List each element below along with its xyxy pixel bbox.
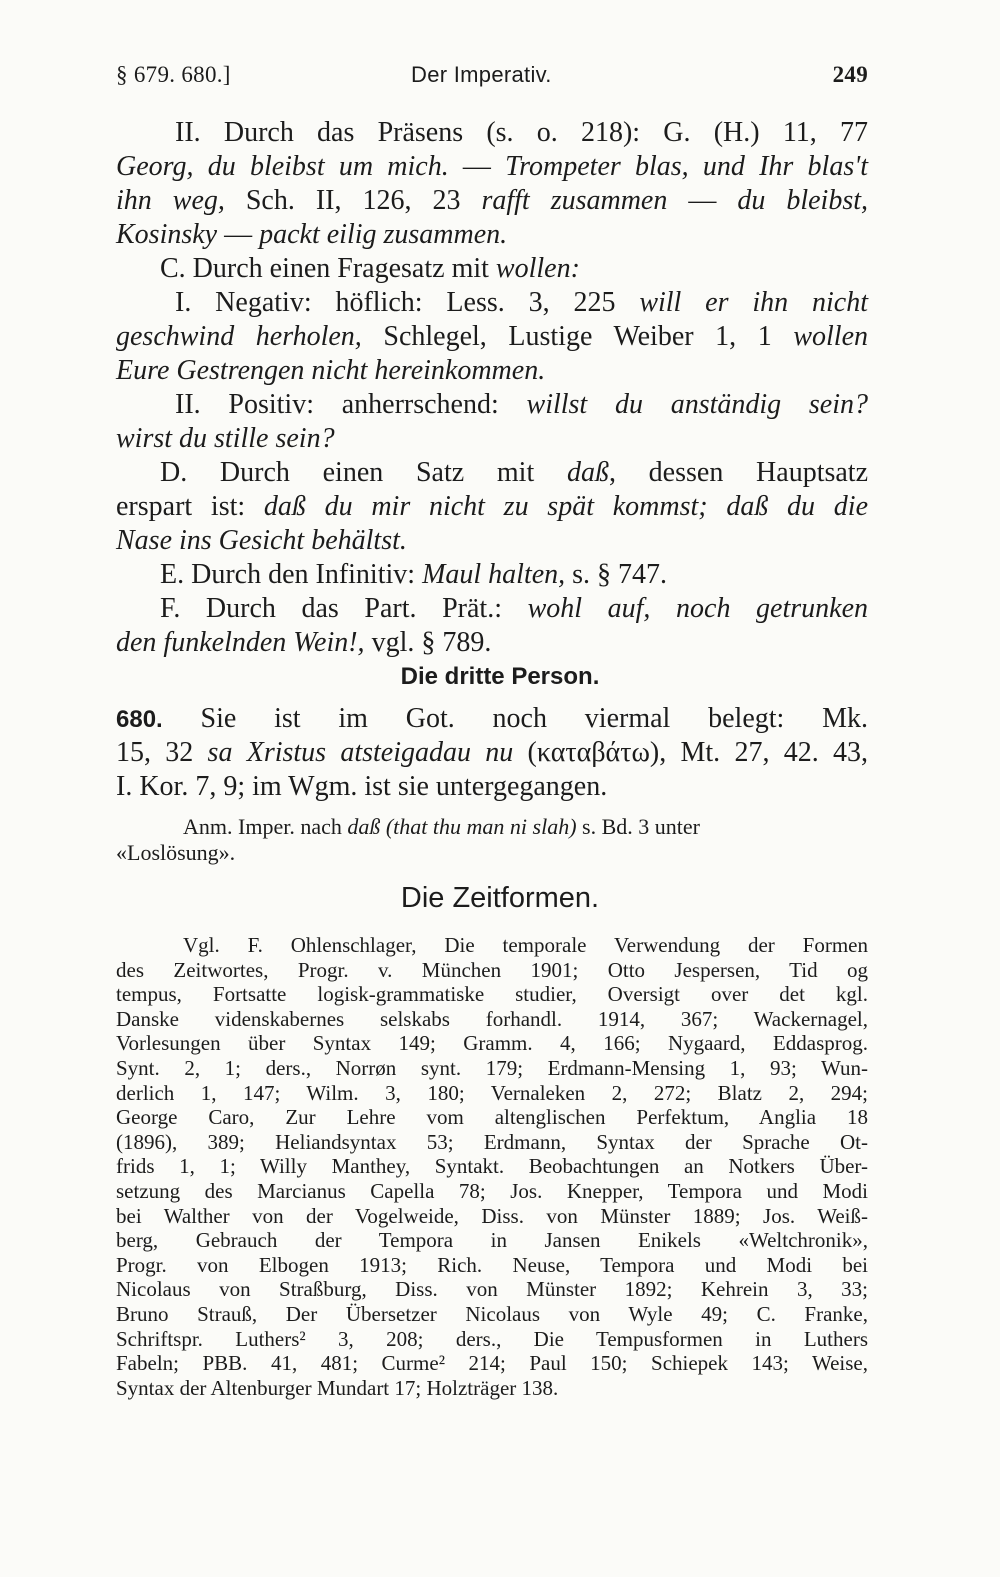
bibliography-line: setzung des Marcianus Capella 78; Jos. Knepper, Tempora und Modi	[116, 1179, 868, 1203]
bibliography-line: bei Walther von der Vogelweide, Diss. von Münster 1889; Jos. Weiß-	[116, 1203, 868, 1228]
body-line: C. Durch einen Fragesatz mit wollen:	[160, 253, 580, 284]
body-line: Kosinsky — packt eilig zusammen.	[116, 219, 508, 250]
body-line: D. Durch einen Satz mit daß, dessen Hauptsatz	[160, 457, 869, 488]
bibliography-line: Nicolaus von Straßburg, Diss. von Münster 1892; Kehrein 3, 33;	[116, 1277, 868, 1302]
body-line: geschwind herholen, Schlegel, Lustige Weiber 1, 1 wollen	[116, 321, 868, 352]
body-line: wirst du stille sein?	[116, 423, 335, 454]
bibliography-line: derlich 1, 147; Wilm. 3, 180; Vernaleken 2, 272; Blatz 2, 294;	[116, 1080, 868, 1105]
page-number: 249	[832, 62, 868, 87]
note-line: «Loslösung».	[116, 840, 236, 865]
body-line: erspart ist: daß du mir nicht zu spät kommst; daß du die	[116, 491, 868, 522]
body-line: ihn weg, Sch. II, 126, 23 rafft zusammen — du bleibst,	[116, 185, 868, 216]
bibliography-line: des Zeitwortes, Progr. v. München 1901; Otto Jespersen, Tid og	[116, 957, 868, 982]
body-line: den funkelnden Wein!, vgl. § 789.	[116, 627, 492, 658]
bibliography-line: Vgl. F. Ohlenschlager, Die temporale Verwendung der Formen	[183, 933, 868, 957]
section-heading: Die dritte Person.	[400, 663, 600, 690]
bibliography-line: Fabeln; PBB. 41, 481; Curme² 214; Paul 150; Schiepek 143; Weise,	[116, 1351, 868, 1376]
bibliography-line: Bruno Strauß, Der Übersetzer Nicolaus von Wyle 49; C. Franke,	[116, 1302, 868, 1326]
section-number: 680.	[116, 706, 163, 733]
bibliography-line: Schriftspr. Luthers² 3, 208; ders., Die Tempusformen in Luthers	[116, 1326, 868, 1351]
running-header	[116, 62, 868, 96]
body-line: Georg, du bleibst um mich. — Trompeter blas, und Ihr blas't	[116, 151, 868, 182]
body-line: Eure Gestrengen nicht hereinkommen.	[116, 355, 546, 386]
bibliography-line: tempus, Fortsatte logisk-grammatiske studier, Oversigt over det kgl.	[116, 982, 868, 1007]
section-reference: § 679. 680.]	[116, 62, 231, 87]
chapter-heading: Die Zeitformen.	[400, 882, 600, 914]
bibliography-line: George Caro, Zur Lehre vom altenglischen Perfektum, Anglia 18	[116, 1105, 868, 1130]
bibliography-line: Vorlesungen über Syntax 149; Gramm. 4, 166; Nygaard, Eddasprog.	[116, 1031, 868, 1056]
paragraph-680-line: 15, 32 sa Xristus atsteigadau nu (καταβάτω), Mt. 27, 42. 43,	[116, 737, 868, 768]
body-line: Nase ins Gesicht behältst.	[116, 525, 407, 556]
bibliography-line: (1896), 389; Heliandsyntax 53; Erdmann, Syntax der Sprache Ot-	[116, 1129, 868, 1154]
paragraph-680-line: I. Kor. 7, 9; im Wgm. ist sie untergegangen.	[116, 771, 608, 802]
bibliography-line: Danske videnskabernes selskabs forhandl. 1914, 367; Wackernagel,	[116, 1006, 868, 1031]
body-line: F. Durch das Part. Prät.: wohl auf, noch getrunken	[160, 593, 868, 624]
note-line: Anm. Imper. nach daß (that thu man ni slah) s. Bd. 3 unter	[183, 814, 700, 839]
running-title: Der Imperativ.	[411, 62, 552, 87]
bibliography-line: berg, Gebrauch der Tempora in Jansen Enikels «Weltchronik»,	[116, 1228, 868, 1253]
paragraph-text: Sie ist im Got. noch viermal belegt: Mk.	[200, 703, 869, 734]
bibliography-line: Synt. 2, 1; ders., Norrøn synt. 179; Erdmann-Mensing 1, 93; Wun-	[116, 1056, 868, 1080]
bibliography-line: Syntax der Altenburger Mundart 17; Holzträger 138.	[116, 1375, 559, 1400]
bibliography-line: Progr. von Elbogen 1913; Rich. Neuse, Tempora und Modi bei	[116, 1252, 868, 1277]
paragraph-680-line	[116, 702, 868, 737]
body-line: E. Durch den Infinitiv: Maul halten, s. § 747.	[160, 559, 668, 590]
body-line: I. Negativ: höflich: Less. 3, 225 will er ihn nicht	[175, 287, 868, 318]
body-line: II. Positiv: anherrschend: willst du anständig sein?	[175, 389, 868, 420]
bibliography-line: frids 1, 1; Willy Manthey, Syntakt. Beobachtungen an Notkers Über-	[116, 1154, 868, 1179]
body-line: II. Durch das Präsens (s. o. 218): G. (H.) 11, 77	[175, 117, 868, 148]
